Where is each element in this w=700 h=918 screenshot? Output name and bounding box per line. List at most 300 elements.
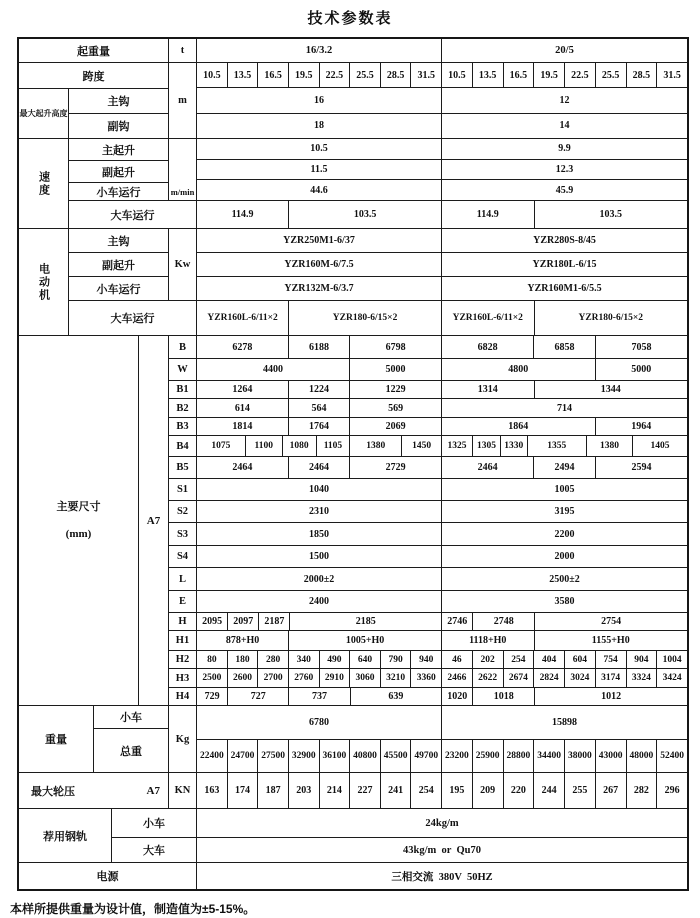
unit-kw: Kw <box>169 229 197 301</box>
block <box>197 160 442 181</box>
block <box>442 114 687 139</box>
data-lift-capacity <box>197 39 687 63</box>
data-cell: 6798 <box>350 336 442 359</box>
label-total-weight: 总重 <box>94 729 169 773</box>
data-main-hook-height <box>197 88 687 113</box>
block <box>442 479 687 501</box>
section-speed <box>19 139 687 229</box>
label-weight: 重量 <box>19 706 94 773</box>
block <box>197 359 442 381</box>
data-cell: 14 <box>442 114 687 139</box>
data-cell: 267 <box>596 773 627 809</box>
data-cell: 10.5 <box>197 139 442 160</box>
data-cell: 45500 <box>381 740 412 774</box>
data-cell: 22.5 <box>565 63 596 88</box>
main-dims-unit: (mm) <box>65 527 92 540</box>
data-cell: 2310 <box>197 501 442 523</box>
speed-sublabels <box>69 139 169 201</box>
data-cell: 2464 <box>289 457 351 479</box>
data-cell: YZR180-6/15×2 <box>289 301 442 336</box>
block <box>442 706 687 740</box>
data-cell: 43000 <box>596 740 627 774</box>
dim-code-label: S4 <box>169 546 197 568</box>
block <box>442 336 687 359</box>
data-cell: 209 <box>473 773 504 809</box>
data-cell: YZR160L-6/11×2 <box>442 301 535 336</box>
data-cell: 1305 <box>473 436 501 457</box>
data-cell: 27500 <box>258 740 289 774</box>
data-cell: 49700 <box>411 740 442 774</box>
dim-row-B5 <box>169 457 687 479</box>
unit-kn: KN <box>169 773 197 809</box>
data-cell: 114.9 <box>197 201 289 229</box>
data-cell: 214 <box>320 773 351 809</box>
block <box>197 546 442 568</box>
data-cell: 639 <box>351 688 442 706</box>
data-cell: 31.5 <box>411 63 442 88</box>
block <box>197 457 442 479</box>
data-cell: 28.5 <box>627 63 658 88</box>
data-cell: 44.6 <box>197 180 442 201</box>
data-cell: 13.5 <box>473 63 504 88</box>
unit-t: t <box>169 39 197 63</box>
data-cell: 1814 <box>197 418 289 436</box>
data-cell: 2069 <box>350 418 442 436</box>
block <box>197 180 442 201</box>
block <box>442 359 687 381</box>
block <box>197 651 442 669</box>
data-cell: 3360 <box>411 669 442 688</box>
data-cell: 10.5 <box>197 63 228 88</box>
data-cell: 2674 <box>504 669 535 688</box>
data-total-weight <box>197 740 687 774</box>
dim-row-E <box>169 591 687 613</box>
data-cell: 19.5 <box>534 63 565 88</box>
label-speed: 速度 <box>19 139 69 229</box>
section-span-height <box>19 63 687 139</box>
block <box>442 669 687 688</box>
label-main-hoist: 主起升 <box>69 139 169 161</box>
data-cell: 1005+H0 <box>289 631 442 651</box>
page-title: 技术参数表 <box>307 11 393 27</box>
dim-row-S3 <box>169 523 687 546</box>
data-cell: 11.5 <box>197 160 442 181</box>
block <box>197 139 442 160</box>
block <box>442 180 687 201</box>
dim-row-data <box>197 479 687 501</box>
data-cell: 4400 <box>197 359 350 381</box>
data-cell: 2594 <box>596 457 687 479</box>
data-cell: 24700 <box>228 740 259 774</box>
data-cell: 1012 <box>535 688 687 706</box>
data-cell: 34400 <box>534 740 565 774</box>
data-cell: YZR180-6/15×2 <box>535 301 688 336</box>
data-cell: 18 <box>197 114 442 139</box>
data-cell: 227 <box>350 773 381 809</box>
motor-body <box>69 229 687 336</box>
data-cell: 28.5 <box>381 63 412 88</box>
label-trolley-travel: 小车运行 <box>69 183 169 201</box>
data-cell: 714 <box>442 399 687 418</box>
data-cell: 22.5 <box>320 63 351 88</box>
block <box>197 39 442 63</box>
data-cell: 20/5 <box>442 39 687 63</box>
data-cell: 40800 <box>350 740 381 774</box>
data-cell: 640 <box>350 651 381 669</box>
data-cell: 31.5 <box>657 63 687 88</box>
data-cell: YZR250M1-6/37 <box>197 229 442 253</box>
unit-kg: Kg <box>169 706 197 773</box>
dim-code-label: B1 <box>169 381 197 399</box>
motor-sublabels <box>69 229 169 301</box>
data-cell: 6858 <box>534 336 596 359</box>
dim-code-label: S2 <box>169 501 197 523</box>
block <box>197 201 442 229</box>
data-cell: 1005 <box>442 479 687 501</box>
label-main-dims <box>19 336 139 706</box>
data-cell: 2500±2 <box>442 568 687 591</box>
data-cell: 2200 <box>442 523 687 546</box>
block <box>197 863 687 889</box>
data-cell: 1344 <box>535 381 688 399</box>
data-cell: 564 <box>289 399 351 418</box>
data-cell: 1380 <box>350 436 402 457</box>
data-rail-trolley <box>197 809 687 838</box>
data-cell: 36100 <box>320 740 351 774</box>
dim-row-data <box>197 501 687 523</box>
dim-row-data <box>197 568 687 591</box>
data-cell: 2000 <box>442 546 687 568</box>
data-cell: 24kg/m <box>197 809 687 838</box>
block <box>197 838 687 863</box>
data-cell: 三相交流 380V 50HZ <box>391 871 493 883</box>
data-cell: 12.3 <box>442 160 687 181</box>
span-height-labels <box>19 63 169 139</box>
block <box>442 613 687 631</box>
data-span <box>197 63 687 88</box>
dim-row-W <box>169 359 687 381</box>
dim-row-data <box>197 418 687 436</box>
dim-row-data <box>197 336 687 359</box>
data-cell: 180 <box>228 651 259 669</box>
motor-crane-row <box>69 301 687 336</box>
data-cell: 32900 <box>289 740 320 774</box>
block <box>442 381 687 399</box>
data-cell: 4800 <box>442 359 596 381</box>
row-power <box>19 863 687 889</box>
data-cell: 2185 <box>290 613 442 631</box>
dim-code-label: B5 <box>169 457 197 479</box>
data-cell: 296 <box>657 773 687 809</box>
data-cell: 569 <box>350 399 442 418</box>
block <box>442 301 687 336</box>
dim-row-B <box>169 336 687 359</box>
dim-code-label: H3 <box>169 669 197 688</box>
block <box>197 568 442 591</box>
data-cell: 1018 <box>473 688 535 706</box>
data-cell: 244 <box>534 773 565 809</box>
data-cell: 2700 <box>258 669 289 688</box>
label-main-hook: 主钩 <box>69 89 169 114</box>
data-cell: 2464 <box>197 457 289 479</box>
block <box>197 436 442 457</box>
data-power <box>197 863 687 889</box>
block <box>442 88 687 113</box>
dim-row-data <box>197 669 687 688</box>
data-crane-speed <box>197 201 687 229</box>
data-cell: 16.5 <box>504 63 535 88</box>
dim-row-H2 <box>169 651 687 669</box>
dim-row-S4 <box>169 546 687 568</box>
data-rail-crane <box>197 838 687 863</box>
data-cell: 737 <box>289 688 350 706</box>
data-cell: 727 <box>228 688 289 706</box>
block <box>197 418 442 436</box>
block <box>442 139 687 160</box>
dim-row-L <box>169 568 687 591</box>
dim-row-data <box>197 399 687 418</box>
data-cell: 1405 <box>633 436 687 457</box>
data-cell: 1330 <box>501 436 528 457</box>
data-cell: 3060 <box>350 669 381 688</box>
label-max-wheel-load <box>19 773 169 809</box>
data-cell: 3324 <box>627 669 658 688</box>
data-cell: 3424 <box>657 669 687 688</box>
data-cell: 2746 <box>442 613 473 631</box>
weight-sublabels <box>94 706 169 773</box>
hook-labels <box>69 89 169 139</box>
data-cell: 174 <box>228 773 259 809</box>
data-trolley-speed <box>197 180 687 201</box>
dim-code-label: H <box>169 613 197 631</box>
data-cell: 103.5 <box>535 201 688 229</box>
dim-row-H <box>169 613 687 631</box>
data-cell: YZR160L-6/11×2 <box>197 301 289 336</box>
block <box>197 613 442 631</box>
block <box>442 457 687 479</box>
block <box>197 277 442 301</box>
data-cell: 22400 <box>197 740 228 774</box>
dim-row-data <box>197 381 687 399</box>
section-dimensions <box>19 336 687 706</box>
label-rail-crane: 大车 <box>112 838 197 863</box>
label-rail-trolley: 小车 <box>112 809 197 838</box>
dim-row-data <box>197 591 687 613</box>
weight-data <box>197 706 687 773</box>
data-cell: 5000 <box>596 359 688 381</box>
footer-note: 本样所提供重量为设计值，制造值为±5-15%。 <box>10 902 256 916</box>
data-cell: 904 <box>627 651 658 669</box>
data-main-hoist-speed <box>197 139 687 160</box>
block <box>197 688 442 706</box>
data-cell: 187 <box>258 773 289 809</box>
data-cell: 241 <box>381 773 412 809</box>
block <box>197 301 442 336</box>
dim-row-data <box>197 546 687 568</box>
dim-code-label: L <box>169 568 197 591</box>
dim-code-label: S1 <box>169 479 197 501</box>
data-cell: 2097 <box>228 613 259 631</box>
row-lift-capacity <box>19 39 687 63</box>
data-cell: 5000 <box>350 359 442 381</box>
data-cell: 7058 <box>596 336 687 359</box>
block <box>442 253 687 277</box>
data-cell: 1105 <box>317 436 351 457</box>
data-cell: 46 <box>442 651 473 669</box>
data-cell: 3195 <box>442 501 687 523</box>
data-motor-crane <box>197 301 687 336</box>
data-motor-aux <box>197 253 687 277</box>
data-cell: 1355 <box>528 436 588 457</box>
block <box>197 88 442 113</box>
motor-upper <box>69 229 687 301</box>
data-cell: YZR160M-6/7.5 <box>197 253 442 277</box>
label-motor: 电动机 <box>19 229 69 336</box>
speed-upper <box>69 139 687 201</box>
data-cell: 2095 <box>197 613 228 631</box>
dim-row-B2 <box>169 399 687 418</box>
data-cell: 604 <box>565 651 596 669</box>
data-aux-hoist-speed <box>197 160 687 181</box>
data-cell: 340 <box>289 651 320 669</box>
block <box>197 706 442 740</box>
block <box>197 773 442 809</box>
data-cell: 404 <box>534 651 565 669</box>
speed-upper-data <box>197 139 687 201</box>
rail-body <box>112 809 687 863</box>
dim-code-label: H1 <box>169 631 197 651</box>
data-cell: 16.5 <box>258 63 289 88</box>
data-wheel-load <box>197 773 687 809</box>
data-cell: 1764 <box>289 418 351 436</box>
data-cell: 2464 <box>442 457 534 479</box>
block <box>442 39 687 63</box>
dim-row-data <box>197 651 687 669</box>
block <box>197 229 442 253</box>
unit-m: m <box>169 63 197 139</box>
data-cell: 16/3.2 <box>197 39 442 63</box>
block <box>197 809 687 838</box>
dim-row-data <box>197 613 687 631</box>
data-cell: 790 <box>381 651 412 669</box>
block <box>442 651 687 669</box>
block <box>197 591 442 613</box>
data-cell: 12 <box>442 88 687 113</box>
data-cell: 2400 <box>197 591 442 613</box>
data-cell: 1075 <box>197 436 246 457</box>
dim-code-label: E <box>169 591 197 613</box>
main-dims-text: 主要尺寸 <box>56 501 101 514</box>
motor-upper-data <box>197 229 687 301</box>
block <box>442 160 687 181</box>
data-cell: 1100 <box>246 436 283 457</box>
data-cell: 2622 <box>473 669 504 688</box>
dim-row-data <box>197 631 687 651</box>
data-cell: 23200 <box>442 740 473 774</box>
data-aux-hook-height <box>197 114 687 139</box>
label-motor-aux-hoist: 副起升 <box>69 253 169 277</box>
data-cell: 6188 <box>289 336 351 359</box>
dim-row-S2 <box>169 501 687 523</box>
block <box>442 418 687 436</box>
label-weight-trolley: 小车 <box>94 706 169 729</box>
block <box>197 523 442 546</box>
label-crane-travel-speed: 大车运行 <box>69 201 197 229</box>
block <box>197 253 442 277</box>
data-cell: 43kg/m or Qu70 <box>197 838 687 863</box>
data-cell: 2748 <box>473 613 535 631</box>
block <box>197 399 442 418</box>
block <box>197 381 442 399</box>
data-cell: 3024 <box>565 669 596 688</box>
data-cell: 220 <box>504 773 535 809</box>
data-cell: 1264 <box>197 381 289 399</box>
data-cell: 878+H0 <box>197 631 289 651</box>
block <box>197 336 442 359</box>
data-cell: 1229 <box>350 381 442 399</box>
data-cell: 52400 <box>657 740 687 774</box>
unit-m-min: m/min <box>169 139 197 201</box>
data-cell: 45.9 <box>442 180 687 201</box>
data-cell: 2754 <box>535 613 687 631</box>
dim-row-data <box>197 688 687 706</box>
dim-row-H1 <box>169 631 687 651</box>
dim-row-data <box>197 457 687 479</box>
data-cell: 1450 <box>402 436 442 457</box>
block <box>442 523 687 546</box>
span-height-data <box>197 63 687 139</box>
dim-code-label: S3 <box>169 523 197 546</box>
data-cell: 80 <box>197 651 228 669</box>
data-cell: 754 <box>596 651 627 669</box>
dim-row-B3 <box>169 418 687 436</box>
block <box>197 501 442 523</box>
data-cell: 1314 <box>442 381 535 399</box>
a7-wheel-text: A7 <box>146 784 160 797</box>
block <box>442 631 687 651</box>
data-cell: YZR132M-6/3.7 <box>197 277 442 301</box>
data-cell: 1850 <box>197 523 442 546</box>
label-motor-main-hook: 主钩 <box>69 229 169 253</box>
data-cell: 25900 <box>473 740 504 774</box>
block <box>442 501 687 523</box>
data-cell: 25.5 <box>596 63 627 88</box>
section-weight <box>19 706 687 773</box>
block <box>442 229 687 253</box>
block <box>442 773 687 809</box>
data-cell: 25.5 <box>350 63 381 88</box>
data-cell: 3174 <box>596 669 627 688</box>
block <box>197 631 442 651</box>
dim-code-label: B2 <box>169 399 197 418</box>
label-max-lift-height: 最大起升高度 <box>19 89 69 139</box>
block <box>442 201 687 229</box>
dim-rows-container <box>169 336 687 706</box>
data-cell: 2760 <box>289 669 320 688</box>
dim-code-label: H4 <box>169 688 197 706</box>
dim-code-label: B <box>169 336 197 359</box>
dim-row-S1 <box>169 479 687 501</box>
data-cell: 9.9 <box>442 139 687 160</box>
block <box>197 669 442 688</box>
data-cell: 1080 <box>283 436 317 457</box>
data-cell: 2600 <box>228 669 259 688</box>
data-trolley-weight <box>197 706 687 740</box>
data-cell: 1500 <box>197 546 442 568</box>
block <box>442 568 687 591</box>
data-cell: 1864 <box>442 418 596 436</box>
data-cell: 13.5 <box>228 63 259 88</box>
